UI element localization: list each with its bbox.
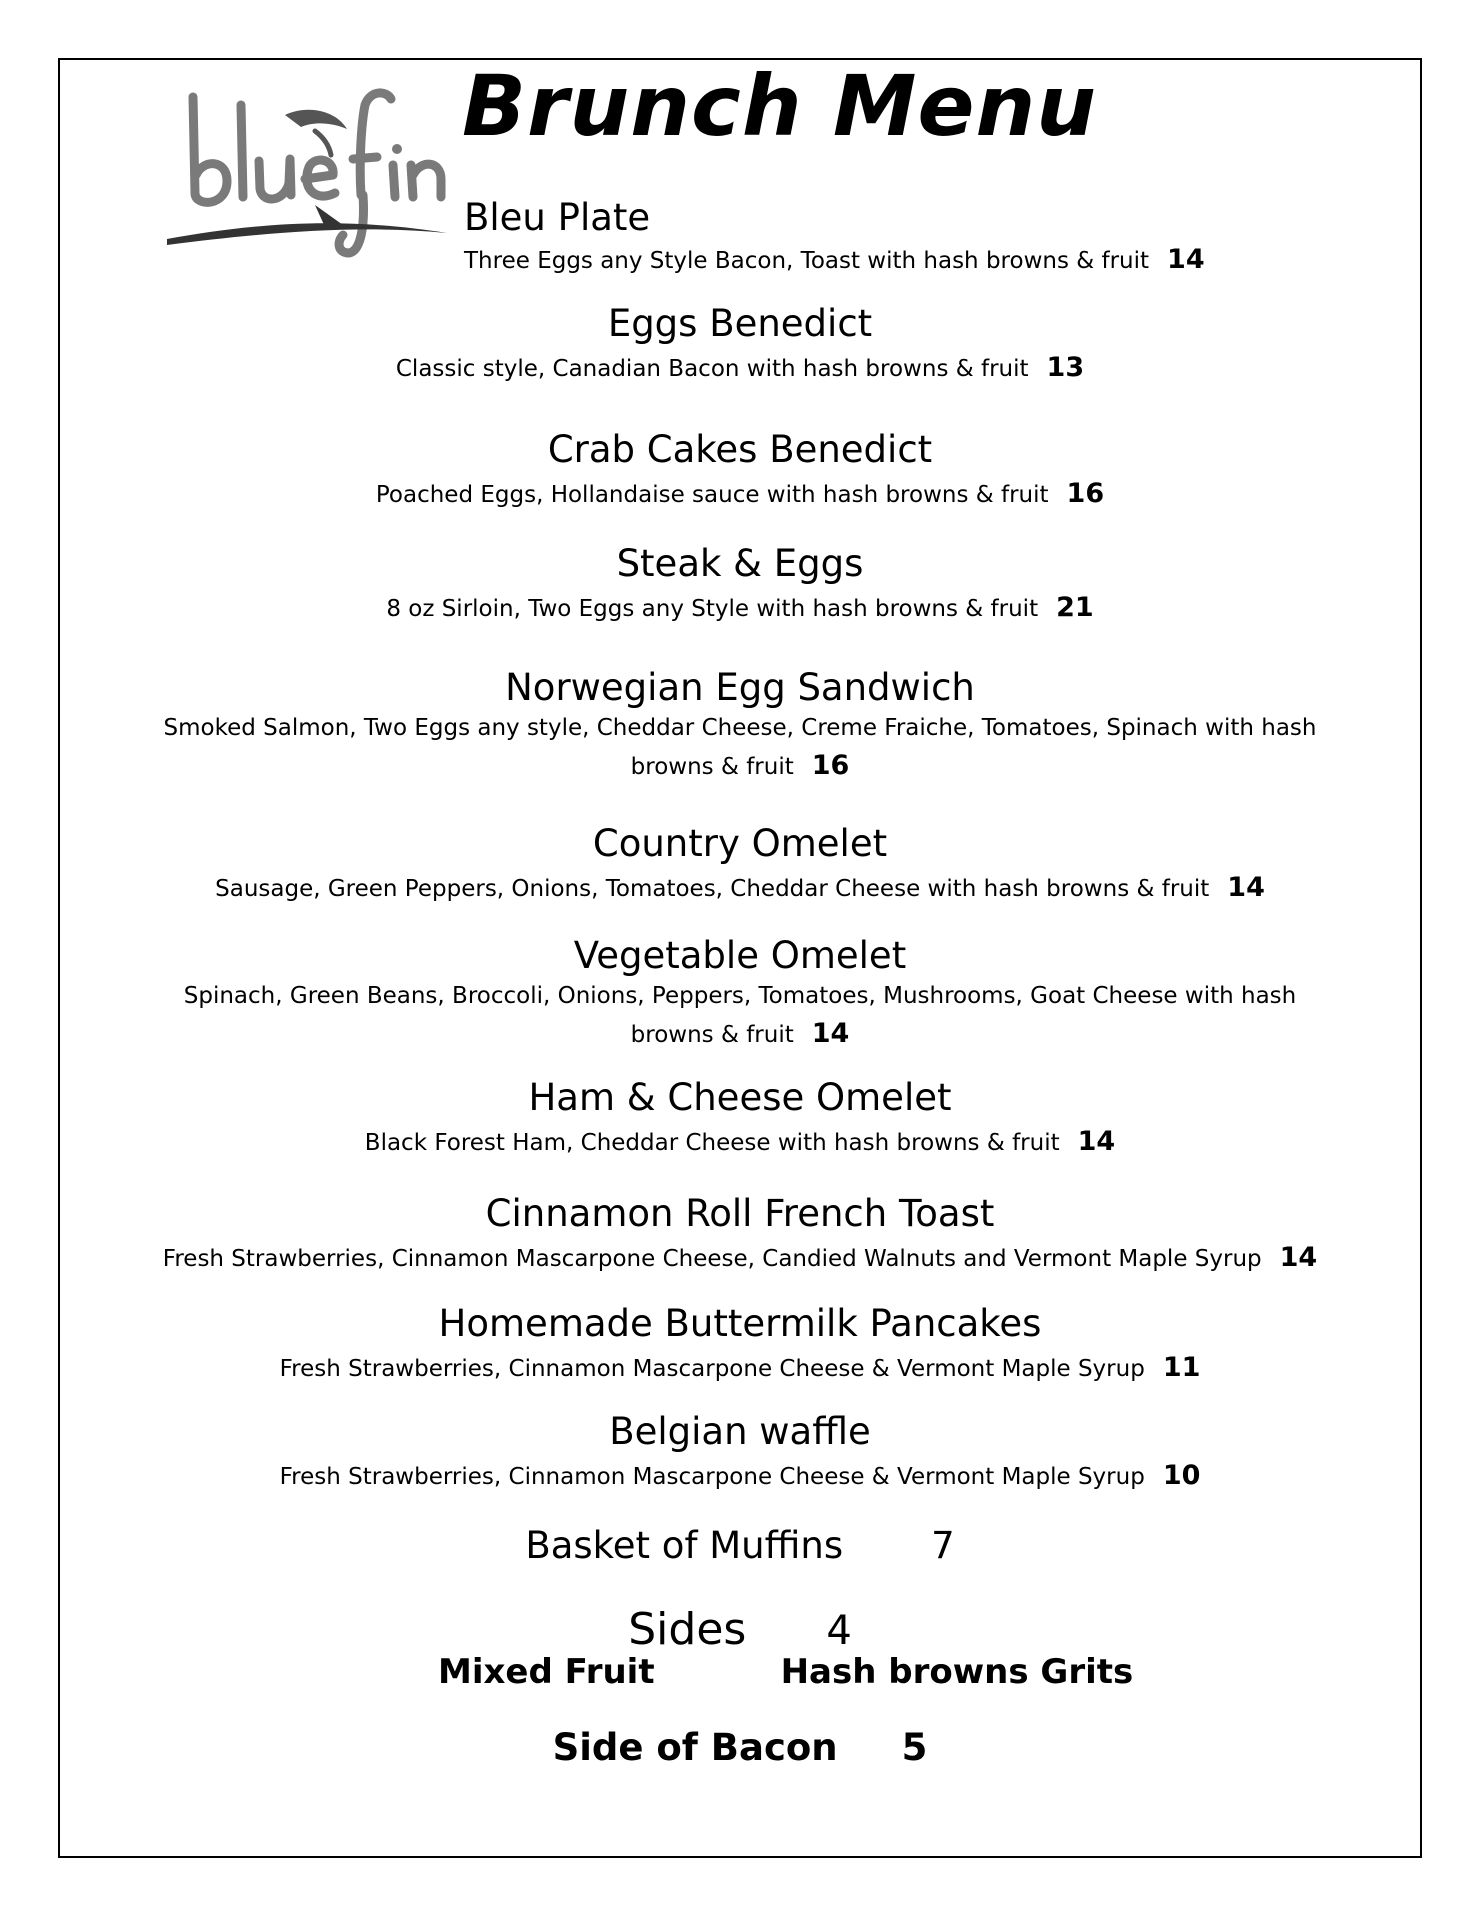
sides-heading: [120, 1604, 1360, 1655]
item-description: Fresh Strawberries, Cinnamon Mascarpone Cheese & Vermont Maple Syrup: [279, 1356, 1145, 1383]
item-price: 14: [1077, 1126, 1116, 1158]
item-price: 11: [1162, 1352, 1201, 1384]
page-title: Brunch Menu: [462, 57, 1098, 155]
item-name: Steak & Eggs: [616, 542, 864, 585]
menu-item-belgian-waffle: [120, 1410, 1360, 1496]
menu-item-cinnamon-roll-french-toast: [120, 1192, 1360, 1278]
item-description: Spinach, Green Beans, Broccoli, Onions, Peppers, Tomatoes, Mushrooms, Goat Cheese with hash browns & fruit: [183, 983, 1297, 1048]
menu-item-country-omelet: [120, 822, 1360, 908]
item-price: 5: [901, 1726, 928, 1769]
item-price: 14: [811, 1017, 850, 1049]
item-description: 8 oz Sirloin, Two Eggs any Style with hash browns & fruit: [386, 596, 1039, 623]
item-name: Bleu Plate: [464, 196, 651, 239]
item-description: Classic style, Canadian Bacon with hash browns & fruit: [395, 356, 1029, 383]
item-price: 13: [1046, 352, 1085, 384]
item-name: Crab Cakes Benedict: [547, 428, 933, 471]
item-name: Eggs Benedict: [607, 302, 873, 345]
item-description: Sausage, Green Peppers, Onions, Tomatoes, Cheddar Cheese with hash browns & fruit: [215, 876, 1210, 903]
menu-item-norwegian-egg-sandwich: [120, 666, 1360, 785]
sides-options: [438, 1652, 1133, 1692]
menu-item-steak-eggs: [120, 542, 1360, 628]
item-price: 14: [1167, 244, 1205, 276]
item-name: Side of Bacon: [552, 1726, 838, 1769]
item-name: Homemade Buttermilk Pancakes: [438, 1302, 1042, 1345]
item-name: Basket of Muffins: [525, 1524, 844, 1567]
item-price: 16: [1066, 478, 1105, 510]
item-description: Three Eggs any Style Bacon, Toast with hash browns & fruit: [464, 248, 1150, 275]
menu-item-side-of-bacon: [120, 1726, 1360, 1769]
item-description: Fresh Strawberries, Cinnamon Mascarpone Cheese, Candied Walnuts and Vermont Maple Syrup: [162, 1246, 1262, 1273]
menu-item-buttermilk-pancakes: [120, 1302, 1360, 1388]
item-price: 14: [1279, 1242, 1318, 1274]
item-description: Black Forest Ham, Cheddar Cheese with hash browns & fruit: [364, 1130, 1060, 1157]
menu-item-basket-of-muffins: [120, 1524, 1360, 1567]
menu-item-vegetable-omelet: [120, 934, 1360, 1053]
menu-item-bleu-plate: [464, 196, 1205, 277]
item-description: Poached Eggs, Hollandaise sauce with hash browns & fruit: [375, 482, 1049, 509]
sides-label: Sides: [628, 1604, 747, 1655]
item-name: Cinnamon Roll French Toast: [485, 1192, 995, 1235]
item-name: Vegetable Omelet: [573, 934, 907, 977]
item-name: Belgian waffle: [609, 1410, 871, 1453]
bluefin-logo: [165, 75, 447, 267]
menu-item-crab-cakes-benedict: [120, 428, 1360, 514]
item-price: 21: [1056, 592, 1094, 624]
item-name: Norwegian Egg Sandwich: [505, 666, 975, 709]
item-price: 14: [1227, 872, 1265, 904]
item-price: 7: [931, 1524, 955, 1567]
item-name: Ham & Cheese Omelet: [528, 1076, 952, 1119]
item-description: Fresh Strawberries, Cinnamon Mascarpone Cheese & Vermont Maple Syrup: [279, 1464, 1145, 1491]
side-option: Hash browns Grits: [780, 1652, 1134, 1692]
menu-item-eggs-benedict: [120, 302, 1360, 388]
sides-price: 4: [826, 1608, 852, 1654]
item-name: Country Omelet: [592, 822, 888, 865]
item-price: 10: [1162, 1460, 1201, 1492]
item-description: Smoked Salmon, Two Eggs any style, Cheddar Cheese, Creme Fraiche, Tomatoes, Spinach with hash browns & fruit: [163, 715, 1317, 780]
side-option: Mixed Fruit: [438, 1652, 655, 1692]
menu-item-ham-cheese-omelet: [120, 1076, 1360, 1162]
item-price: 16: [811, 749, 850, 781]
